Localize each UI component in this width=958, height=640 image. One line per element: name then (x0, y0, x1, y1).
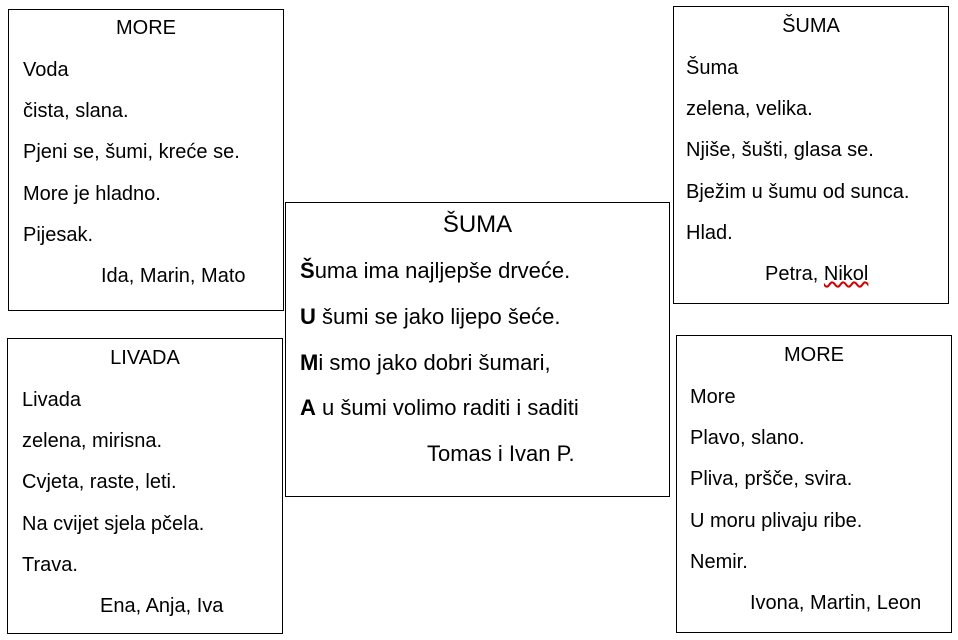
acrostic-line (300, 258, 570, 284)
poem-line: U moru plivaju ribe. (690, 510, 863, 532)
poem-line: More je hladno. (23, 183, 161, 205)
spellcheck-underlined-name: Nikol (823, 263, 869, 285)
poem-box-more-1 (8, 9, 284, 311)
poem-line: čista, slana. (23, 100, 129, 122)
poem-line: Nemir. (690, 551, 748, 573)
poem-line: Plavo, slano. (690, 427, 805, 449)
poem-line: Pjeni se, šumi, kreće se. (23, 141, 240, 163)
author-names: Petra, (765, 263, 824, 285)
poem-title: LIVADA (110, 347, 180, 369)
acrostic-line (300, 395, 579, 421)
poem-line: Cvjeta, raste, leti. (22, 471, 177, 493)
poem-box-more-2 (676, 335, 952, 633)
acrostic-rest: šumi se jako lijepo šeće. (315, 304, 561, 329)
poem-box-livada (7, 338, 283, 634)
poem-authors: Ena, Anja, Iva (100, 595, 224, 617)
poem-title: ŠUMA (782, 15, 840, 37)
acrostic-letter: U (300, 304, 316, 329)
poem-line: Hlad. (686, 222, 733, 244)
poem-authors (765, 263, 868, 286)
poem-line: Voda (23, 59, 69, 81)
poem-authors: Ida, Marin, Mato (101, 265, 246, 287)
poem-title: MORE (784, 344, 844, 366)
acrostic-letter: A (300, 395, 316, 420)
poem-line: Livada (22, 389, 81, 411)
poem-authors: Ivona, Martin, Leon (750, 592, 922, 614)
acrostic-rest: uma ima najljepše drveće. (314, 258, 571, 283)
poem-line: Šuma (686, 57, 739, 79)
poem-line: Pliva, pršče, svira. (690, 468, 853, 490)
poem-line: zelena, velika. (686, 98, 813, 120)
poem-authors: Tomas i Ivan P. (427, 441, 575, 466)
poem-box-suma-center (285, 202, 670, 497)
acrostic-line (300, 350, 551, 376)
poem-line: Trava. (22, 554, 78, 576)
acrostic-letter: Š (300, 258, 315, 283)
poem-title: MORE (116, 17, 176, 39)
poem-line: Bježim u šumu od sunca. (686, 181, 910, 203)
acrostic-letter: M (300, 350, 319, 375)
poem-line: zelena, mirisna. (22, 430, 163, 452)
poem-line: Na cvijet sjela pčela. (22, 513, 205, 535)
acrostic-line (300, 304, 560, 330)
poem-line: Pijesak. (23, 224, 94, 246)
acrostic-rest: u šumi volimo raditi i saditi (315, 395, 579, 420)
poem-box-suma-right (673, 6, 949, 304)
poem-title: ŠUMA (442, 211, 513, 238)
poem-line: More (690, 386, 736, 408)
acrostic-rest: i smo jako dobri šumari, (318, 350, 551, 375)
poem-line: Njiše, šušti, glasa se. (686, 139, 874, 161)
